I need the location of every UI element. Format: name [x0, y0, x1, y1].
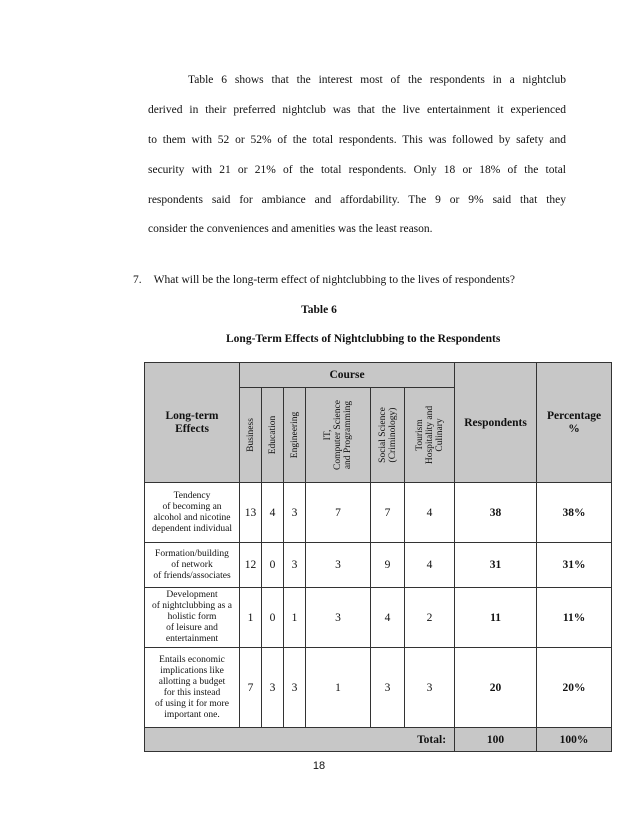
course-label: Education	[267, 415, 278, 455]
value-cell: 7	[306, 483, 371, 543]
value-cell: 1	[306, 648, 371, 728]
page-number: 18	[312, 760, 326, 772]
course-label: Tourism Hospitality and Culinary	[414, 405, 445, 465]
percentage-cell: 38%	[537, 483, 612, 543]
value-cell: 1	[284, 588, 306, 648]
value-cell: 3	[405, 648, 455, 728]
value-cell: 4	[405, 543, 455, 588]
respondents-cell: 31	[455, 543, 537, 588]
value-cell: 3	[306, 543, 371, 588]
value-cell: 0	[262, 588, 284, 648]
effects-table	[144, 362, 612, 752]
value-cell: 3	[306, 588, 371, 648]
paragraph-line: Table 6 shows that the interest most of the respondents in a nightclub	[188, 74, 566, 86]
question-text: What will be the long-term effect of nightclubbing to the lives of respondents?	[153, 274, 515, 286]
table-row	[145, 588, 612, 648]
percentage-cell: 11%	[537, 588, 612, 648]
paragraph-line: security with 21 or 21% of the total respondents. Only 18 or 18% of the total	[148, 164, 566, 176]
percentage-cell: 31%	[537, 543, 612, 588]
paragraph-line: to them with 52 or 52% of the total respondents. This was followed by safety and	[148, 134, 566, 146]
course-label: IT, Computer Science and Programming	[323, 400, 353, 470]
header-course: Course	[240, 363, 455, 388]
course-label: Social Science (Criminology)	[377, 407, 398, 463]
value-cell: 7	[240, 648, 262, 728]
total-respondents: 100	[455, 728, 537, 752]
respondents-cell: 20	[455, 648, 537, 728]
question	[133, 274, 515, 286]
course-header	[405, 388, 455, 483]
table-row	[145, 648, 612, 728]
value-cell: 1	[240, 588, 262, 648]
table-title: Long-Term Effects of Nightclubbing to the Respondents	[226, 333, 501, 345]
value-cell: 4	[405, 483, 455, 543]
effect-cell: Entails economic implications like allotting a budget for this instead of using it for more important one.	[145, 648, 240, 728]
header-long-term-effects: Long-term Effects	[145, 363, 240, 483]
effect-cell: Tendency of becoming an alcohol and nicotine dependent individual	[145, 483, 240, 543]
respondents-cell: 11	[455, 588, 537, 648]
course-label: Business	[245, 418, 256, 452]
course-header	[371, 388, 405, 483]
total-percentage: 100%	[537, 728, 612, 752]
course-header	[306, 388, 371, 483]
value-cell: 13	[240, 483, 262, 543]
respondents-cell: 38	[455, 483, 537, 543]
effect-cell: Formation/building of network of friends/associates	[145, 543, 240, 588]
value-cell: 0	[262, 543, 284, 588]
course-header	[240, 388, 262, 483]
course-label: Engineering	[289, 411, 300, 459]
effect-cell: Development of nightclubbing as a holistic form of leisure and entertainment	[145, 588, 240, 648]
value-cell: 4	[262, 483, 284, 543]
value-cell: 9	[371, 543, 405, 588]
value-cell: 7	[371, 483, 405, 543]
value-cell: 12	[240, 543, 262, 588]
paragraph-line: consider the conveniences and amenities was the least reason.	[148, 223, 433, 235]
value-cell: 3	[262, 648, 284, 728]
course-header	[284, 388, 306, 483]
table-row	[145, 543, 612, 588]
value-cell: 2	[405, 588, 455, 648]
value-cell: 3	[284, 543, 306, 588]
percentage-cell: 20%	[537, 648, 612, 728]
value-cell: 4	[371, 588, 405, 648]
question-number: 7.	[133, 274, 142, 286]
total-label: Total:	[145, 728, 455, 752]
paragraph-line: respondents said for ambiance and affordability. The 9 or 9% said that they	[148, 194, 566, 206]
value-cell: 3	[284, 648, 306, 728]
header-respondents: Respondents	[455, 363, 537, 483]
value-cell: 3	[284, 483, 306, 543]
paragraph-line: derived in their preferred nightclub was that the live entertainment it experienced	[148, 104, 566, 116]
course-header	[262, 388, 284, 483]
table-number: Table 6	[301, 304, 337, 316]
value-cell: 3	[371, 648, 405, 728]
table-row	[145, 483, 612, 543]
total-row	[145, 728, 612, 752]
header-percentage: Percentage %	[537, 363, 612, 483]
